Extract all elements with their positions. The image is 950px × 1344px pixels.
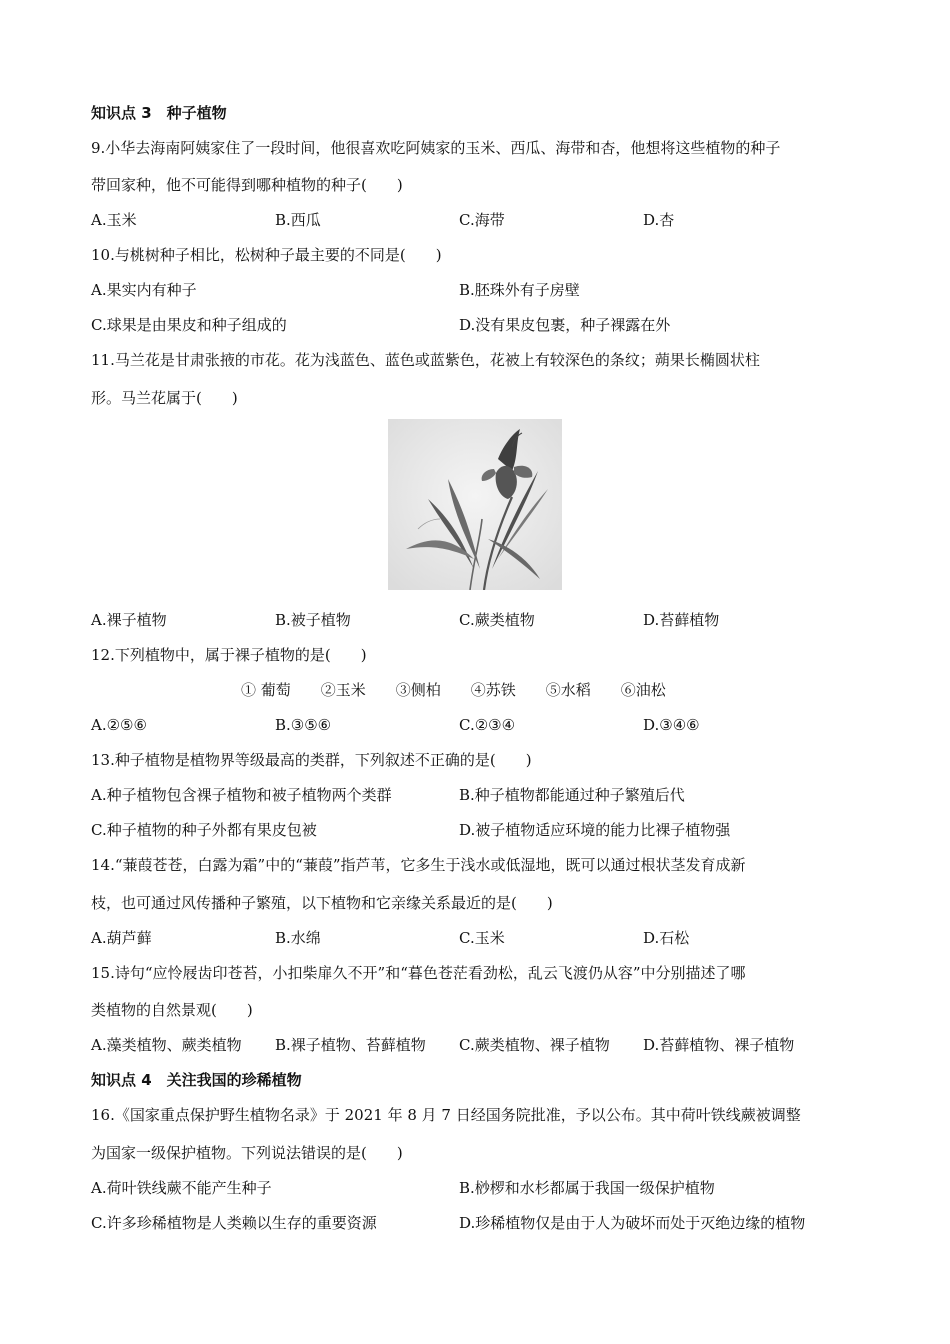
section-3-heading: 知识点 3 种子植物 — [91, 104, 227, 122]
q16-option-d: D.珍稀植物仅是由于人为破坏而处于灭绝边缘的植物 — [459, 1214, 806, 1232]
question-14-line-2: 枝，也可通过风传播种子繁殖，以下植物和它亲缘关系最近的是( ) — [91, 894, 553, 912]
q12-option-c: C.②③④ — [459, 716, 516, 734]
q10-option-b: B.胚珠外有子房壁 — [459, 281, 580, 299]
q9-option-c: C.海带 — [459, 211, 505, 229]
q14-option-d: D.石松 — [643, 929, 690, 947]
q11-option-d: D.苔藓植物 — [643, 611, 720, 629]
question-9-line-1: 9.小华去海南阿姨家住了一段时间，他很喜欢吃阿姨家的玉米、西瓜、海带和杏，他想将这些植物的种子 — [91, 139, 781, 157]
q13-option-b: B.种子植物都能通过种子繁殖后代 — [459, 786, 685, 804]
q12-option-d: D.③④⑥ — [643, 716, 700, 734]
q12-plant-list: ① 葡萄 ②玉米 ③侧柏 ④苏铁 ⑤水稻 ⑥油松 — [241, 681, 666, 699]
q15-option-c: C.蕨类植物、裸子植物 — [459, 1036, 610, 1054]
q14-option-b: B.水绵 — [275, 929, 321, 947]
question-12-stem: 12.下列植物中，属于裸子植物的是( ) — [91, 646, 367, 664]
q16-option-a: A.荷叶铁线蕨不能产生种子 — [91, 1179, 272, 1197]
q11-option-b: B.被子植物 — [275, 611, 351, 629]
q10-option-c: C.球果是由果皮和种子组成的 — [91, 316, 287, 334]
section-4-heading: 知识点 4 关注我国的珍稀植物 — [91, 1071, 302, 1089]
q16-option-b: B.桫椤和水杉都属于我国一级保护植物 — [459, 1179, 715, 1197]
q9-option-a: A.玉米 — [91, 211, 137, 229]
question-14-line-1: 14.“蒹葭苍苍，白露为霜”中的“蒹葭”指芦苇，它多生于浅水或低湿地，既可以通过根状茎发育成新 — [91, 856, 746, 874]
question-16-line-1: 16.《国家重点保护野生植物名录》于 2021 年 8 月 7 日经国务院批准，予以公布。其中荷叶铁线蕨被调整 — [91, 1106, 801, 1124]
question-16-line-2: 为国家一级保护植物。下列说法错误的是( ) — [91, 1144, 403, 1162]
question-11-line-1: 11.马兰花是甘肃张掖的市花。花为浅蓝色、蓝色或蓝紫色，花被上有较深色的条纹；蒴果长椭圆状柱 — [91, 351, 760, 369]
q13-option-a: A.种子植物包含裸子植物和被子植物两个类群 — [91, 786, 392, 804]
q14-option-a: A.葫芦藓 — [91, 929, 152, 947]
q11-option-c: C.蕨类植物 — [459, 611, 535, 629]
q15-option-a: A.藻类植物、蕨类植物 — [91, 1036, 242, 1054]
question-10-stem: 10.与桃树种子相比，松树种子最主要的不同是( ) — [91, 246, 442, 264]
question-11-line-2: 形。马兰花属于( ) — [91, 389, 238, 407]
q15-option-d: D.苔藓植物、裸子植物 — [643, 1036, 795, 1054]
question-9-line-2: 带回家种，他不可能得到哪种植物的种子( ) — [91, 176, 403, 194]
question-13-stem: 13.种子植物是植物界等级最高的类群，下列叙述不正确的是( ) — [91, 751, 532, 769]
question-15-line-1: 15.诗句“应怜屐齿印苍苔，小扣柴扉久不开”和“暮色苍茫看劲松，乱云飞渡仍从容”中分别描述了哪 — [91, 964, 746, 982]
q15-option-b: B.裸子植物、苔藓植物 — [275, 1036, 426, 1054]
iris-flower-illustration — [388, 419, 562, 590]
q11-option-a: A.裸子植物 — [91, 611, 167, 629]
q12-option-b: B.③⑤⑥ — [275, 716, 332, 734]
q12-option-a: A.②⑤⑥ — [91, 716, 147, 734]
q10-option-d: D.没有果皮包裹，种子裸露在外 — [459, 316, 671, 334]
q13-option-c: C.种子植物的种子外都有果皮包被 — [91, 821, 317, 839]
question-15-line-2: 类植物的自然景观( ) — [91, 1001, 253, 1019]
q16-option-c: C.许多珍稀植物是人类赖以生存的重要资源 — [91, 1214, 377, 1232]
q10-option-a: A.果实内有种子 — [91, 281, 197, 299]
q9-option-b: B.西瓜 — [275, 211, 321, 229]
q14-option-c: C.玉米 — [459, 929, 505, 947]
q9-option-d: D.杏 — [643, 211, 675, 229]
q13-option-d: D.被子植物适应环境的能力比裸子植物强 — [459, 821, 731, 839]
